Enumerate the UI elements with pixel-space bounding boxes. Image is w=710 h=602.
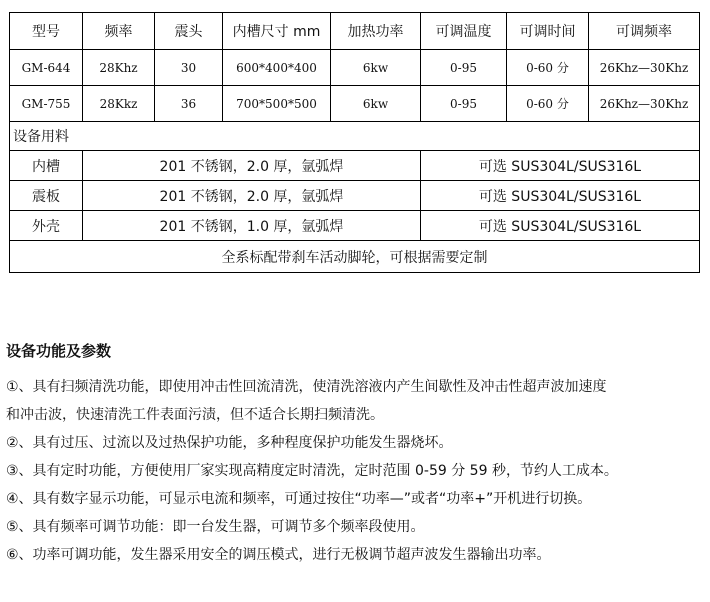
transducer-cell: 30 <box>155 50 223 86</box>
note-row <box>10 241 700 273</box>
feature-item: ⑥、功率可调功能，发生器采用安全的调压模式，进行无极调节超声波发生器输出功率。 <box>6 547 551 563</box>
feature-item: ④、具有数字显示功能，可显示电流和频率，可通过按住“功率—”或者“功率+”开机进行切换。 <box>6 491 592 507</box>
time-cell: 0-60 分 <box>507 86 589 122</box>
model-cell: GM-755 <box>10 86 83 122</box>
feature-item: ⑤、具有频率可调节功能：即一台发生器，可调节多个频率段使用。 <box>6 519 425 535</box>
material-option-cell: 可选 SUS304L/SUS316L <box>421 211 700 241</box>
time-cell: 0-60 分 <box>507 50 589 86</box>
section-title: 设备功能及参数 <box>6 342 112 360</box>
heating-power-cell: 6kw <box>331 86 421 122</box>
material-spec-cell: 201 不锈钢，2.0 厚，氩弧焊 <box>83 151 421 181</box>
materials-title-row <box>10 122 700 151</box>
spec-table <box>9 12 700 273</box>
header-cell: 加热功率 <box>331 13 421 50</box>
header-cell: 可调时间 <box>507 13 589 50</box>
header-cell: 频率 <box>83 13 155 50</box>
table-row <box>10 86 700 122</box>
material-option-cell: 可选 SUS304L/SUS316L <box>421 151 700 181</box>
material-option-cell: 可选 SUS304L/SUS316L <box>421 181 700 211</box>
header-cell: 型号 <box>10 13 83 50</box>
table-note: 全系标配带刹车活动脚轮，可根据需要定制 <box>10 241 700 273</box>
frequency-cell: 28Kkz <box>83 86 155 122</box>
material-part-cell: 震板 <box>10 181 83 211</box>
feature-item: 和冲击波，快速清洗工件表面污渍，但不适合长期扫频清洗。 <box>6 407 384 423</box>
material-spec-cell: 201 不锈钢，2.0 厚，氩弧焊 <box>83 181 421 211</box>
material-spec-cell: 201 不锈钢，1.0 厚，氩弧焊 <box>83 211 421 241</box>
material-row <box>10 151 700 181</box>
feature-list <box>6 373 706 569</box>
frequency-cell: 28Khz <box>83 50 155 86</box>
materials-title: 设备用料 <box>10 122 700 151</box>
tank-size-cell: 700*500*500 <box>223 86 331 122</box>
material-row <box>10 181 700 211</box>
table-row <box>10 50 700 86</box>
model-cell: GM-644 <box>10 50 83 86</box>
feature-item: ②、具有过压、过流以及过热保护功能，多种程度保护功能发生器烧坏。 <box>6 435 453 451</box>
heating-power-cell: 6kw <box>331 50 421 86</box>
adjustable-frequency-cell: 26Khz—30Khz <box>589 50 700 86</box>
header-cell: 可调温度 <box>421 13 507 50</box>
material-row <box>10 211 700 241</box>
header-cell: 可调频率 <box>589 13 700 50</box>
material-part-cell: 内槽 <box>10 151 83 181</box>
transducer-cell: 36 <box>155 86 223 122</box>
temperature-cell: 0-95 <box>421 86 507 122</box>
header-row <box>10 13 700 50</box>
header-cell: 内槽尺寸 mm <box>223 13 331 50</box>
temperature-cell: 0-95 <box>421 50 507 86</box>
header-cell: 震头 <box>155 13 223 50</box>
adjustable-frequency-cell: 26Khz—30Khz <box>589 86 700 122</box>
tank-size-cell: 600*400*400 <box>223 50 331 86</box>
feature-item: ①、具有扫频清洗功能，即使用冲击性回流清洗，使清洗溶液内产生间歇性及冲击性超声波加速度 <box>6 379 607 395</box>
material-part-cell: 外壳 <box>10 211 83 241</box>
feature-item: ③、具有定时功能，方便使用厂家实现高精度定时清洗，定时范围 0-59 分 59 秒，节约人工成本。 <box>6 463 618 479</box>
